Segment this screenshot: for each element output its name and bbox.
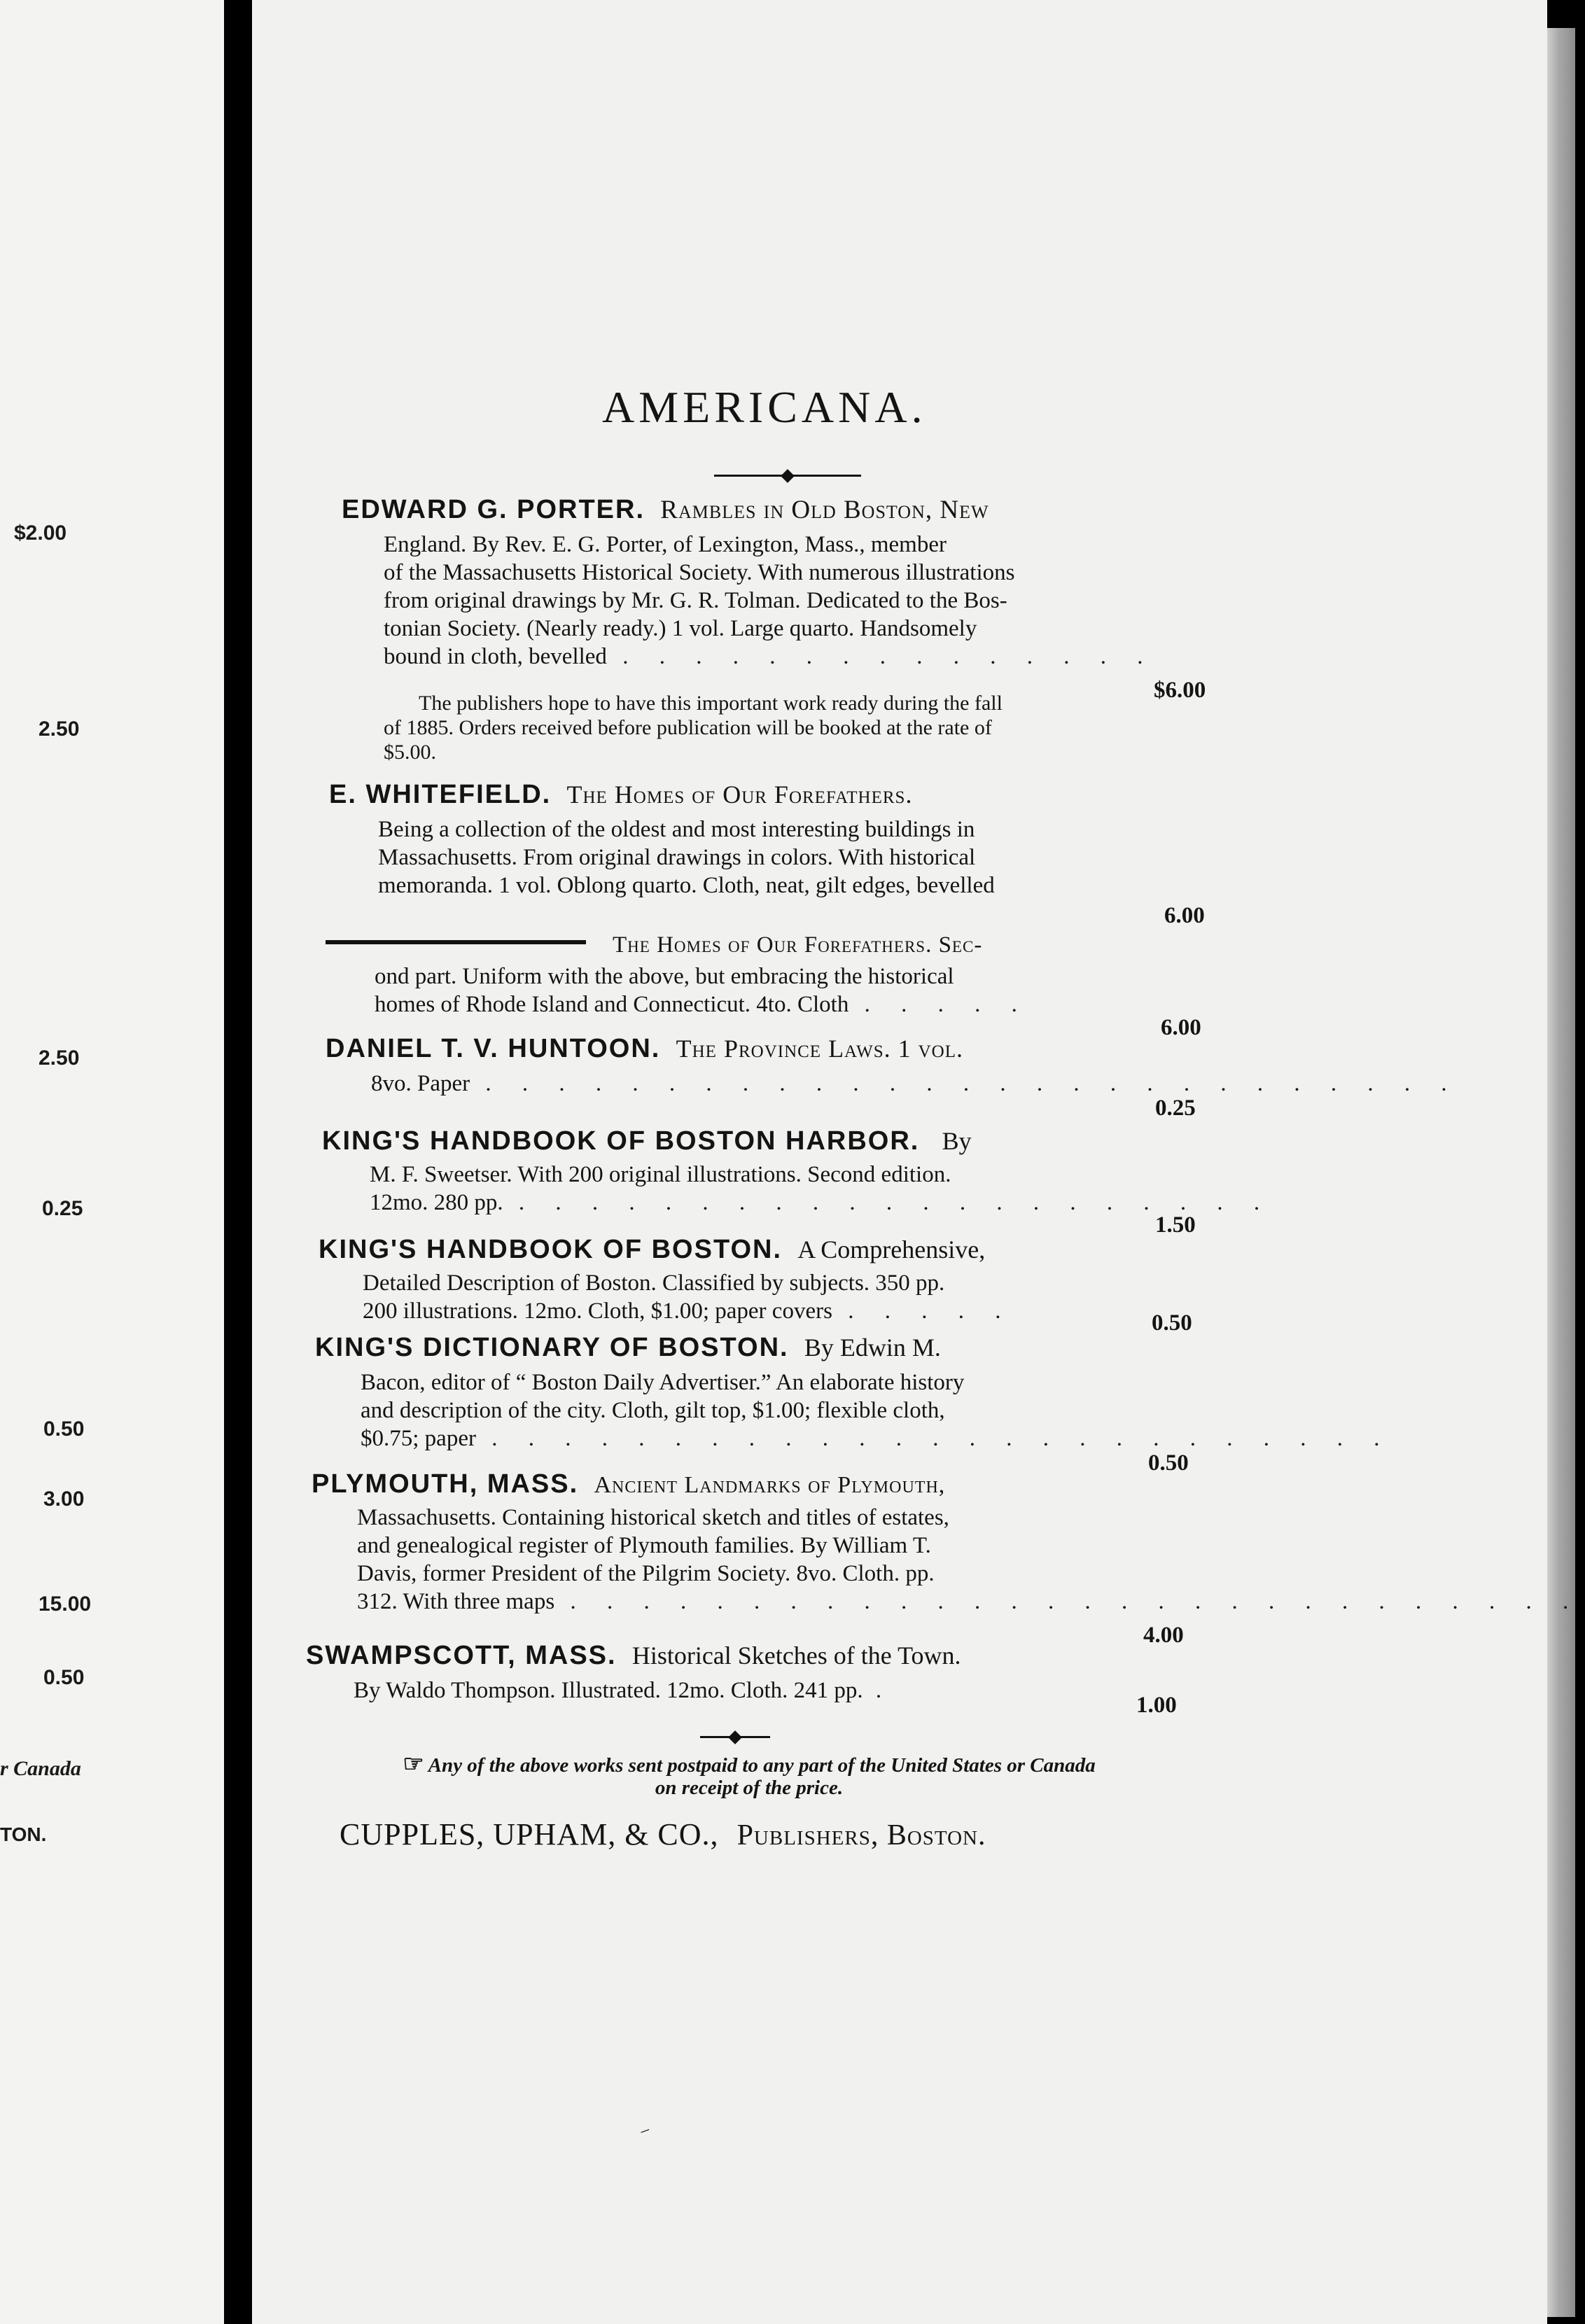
left-price: 0.50 [43,1666,85,1689]
page-edge [1547,28,1575,2317]
entry-line: Bacon, editor of “ Boston Daily Advertiser.” An elaborate history [361,1370,965,1395]
entry-line: Massachusetts. Containing historical sketch and titles of estates, [357,1505,949,1530]
entry-last-line [375,990,1030,1018]
left-price: 2.50 [39,1046,80,1070]
entry-price: 1.00 [1136,1693,1177,1718]
left-fragment: TON. [0,1823,47,1845]
entry-last-line [371,1070,1460,1098]
left-price: 0.25 [42,1197,83,1220]
page-title: AMERICANA. [602,382,927,432]
entry-last-line [361,1424,1392,1452]
entry-note: The publishers hope to have this important work ready during the fall [419,692,1003,715]
entry-note: of 1885. Orders received before publication will be booked at the rate of [384,716,992,739]
entry-author: EDWARD G. PORTER. [342,495,645,524]
entry-last-line [354,1676,894,1704]
entry-title: The Homes of Our Forefathers. [566,780,913,808]
entry-line: of the Massachusetts Historical Society. With numerous illustrations [384,560,1015,585]
entry-line: and description of the city. Cloth, gilt top, $1.00; flexible cloth, [361,1398,945,1423]
entry-last-line [357,1588,1581,1616]
entry-author: DANIEL T. V. HUNTOON. [326,1034,661,1063]
entry-note: $5.00. [384,741,436,764]
postpaid-notice [294,1751,1204,1799]
entry-line: $0.75; paper [361,1426,476,1451]
entry-price: 4.00 [1143,1623,1184,1648]
leader-dots: . . . . . . . . . . . . . . . . . . . . . . . . . [491,1426,1392,1451]
entry-title: By Edwin M. [804,1334,941,1362]
entry-author: E. WHITEFIELD. [329,780,552,809]
entry-line: memoranda. 1 vol. Oblong quarto. Cloth, neat, gilt edges, bevelled [378,873,995,898]
entry-heading [306,1642,961,1671]
left-price: 3.00 [43,1488,85,1511]
publisher-name: CUPPLES, UPHAM, & CO., [340,1817,719,1851]
leader-dots: . . . . . . . . . . . . . . . . . . . . . . . . . . . [485,1071,1460,1096]
entry-title: A Comprehensive, [797,1236,986,1264]
entry-author: KING'S DICTIONARY OF BOSTON. [315,1333,789,1362]
entry-heading [312,1470,945,1499]
notice-line: on receipt of the price. [655,1777,844,1799]
entry-line: 12mo. 280 pp. [370,1190,503,1215]
entry-author: PLYMOUTH, MASS. [312,1469,579,1499]
notice-line: Any of the above works sent postpaid to any part of the United States or Canada [428,1754,1096,1777]
leader-dots: . . . . . [864,992,1030,1017]
pointing-hand-icon: ☞ [403,1751,424,1777]
leader-dots: . . . . . . . . . . . . . . . . . . . . . . . . . . . . [570,1589,1581,1614]
entry-heading [315,1334,941,1363]
entry-line: from original drawings by Mr. G. R. Tolman. Dedicated to the Bos- [384,588,1007,613]
left-fragment: r Canada [0,1757,81,1780]
entry-heading [342,496,989,525]
ditto-rule [326,940,586,944]
entry-price: $6.00 [1154,678,1206,703]
entry-line: tonian Society. (Nearly ready.) 1 vol. Large quarto. Handsomely [384,616,977,641]
entry-line: Davis, former President of the Pilgrim Society. 8vo. Cloth. pp. [357,1561,935,1586]
entry-price: 6.00 [1161,1015,1201,1040]
entry-line: Detailed Description of Boston. Classified by subjects. 350 pp. [363,1270,945,1296]
entry-last-line [363,1297,1013,1325]
entry-last-line [370,1189,1272,1217]
entry-line: 8vo. Paper [371,1071,470,1096]
leader-dots: . [875,1678,895,1703]
left-price: 2.50 [39,718,80,741]
entry-title: Ancient Landmarks of Plymouth, [594,1472,946,1498]
entry-line: England. By Rev. E. G. Porter, of Lexington, Mass., member [384,532,947,557]
ink-speck: ‒ [637,2120,652,2141]
entry-price: 0.25 [1155,1096,1196,1121]
publisher-suffix: Publishers, Boston. [736,1819,986,1851]
left-price: 0.50 [43,1418,85,1441]
entry-price: 0.50 [1152,1310,1192,1336]
leader-dots: . . . . . . . . . . . . . . . [622,644,1156,669]
entry-author: KING'S HANDBOOK OF BOSTON. [319,1235,783,1264]
left-price: $2.00 [14,522,67,545]
entry-line: 312. With three maps [357,1589,555,1614]
entry-title: The Province Laws. 1 vol. [676,1035,963,1063]
leader-dots: . . . . . . . . . . . . . . . . . . . . . [518,1190,1273,1215]
entry-author: SWAMPSCOTT, MASS. [306,1641,617,1670]
entry-heading [319,1236,985,1265]
leader-dots: . . . . . [848,1298,1014,1324]
entry-heading [329,780,912,810]
entry-line: ond part. Uniform with the above, but embracing the historical [375,964,954,989]
entry-title: The Homes of Our Forefathers. Sec- [613,932,983,958]
entry-price: 6.00 [1164,903,1205,928]
entry-price: 0.50 [1148,1450,1189,1476]
left-price: 15.00 [39,1592,92,1616]
entry-line: By Waldo Thompson. Illustrated. 12mo. Cloth. 241 pp. [354,1678,863,1703]
entry-title: Historical Sketches of the Town. [631,1642,961,1670]
entry-heading [326,1035,963,1064]
entry-author: KING'S HANDBOOK OF BOSTON HARBOR. [322,1126,920,1156]
entry-line: 200 illustrations. 12mo. Cloth, $1.00; paper covers [363,1298,832,1324]
entry-title: By [942,1127,972,1155]
entry-heading [322,1127,972,1156]
entry-line: homes of Rhode Island and Connecticut. 4to. Cloth [375,992,849,1017]
entry-line: and genealogical register of Plymouth families. By William T. [357,1533,931,1558]
entry-line: bound in cloth, bevelled [384,644,607,669]
publisher-imprint [340,1816,986,1852]
entry-title: Rambles in Old Boston, New [660,496,989,524]
entry-last-line [384,643,1155,671]
entry-line: Massachusetts. From original drawings in colors. With historical [378,845,976,870]
left-facing-page [0,0,224,2324]
entry-line: M. F. Sweetser. With 200 original illustrations. Second edition. [370,1162,951,1187]
entry-price: 1.50 [1155,1212,1196,1238]
entry-line: Being a collection of the oldest and most interesting buildings in [378,817,975,842]
